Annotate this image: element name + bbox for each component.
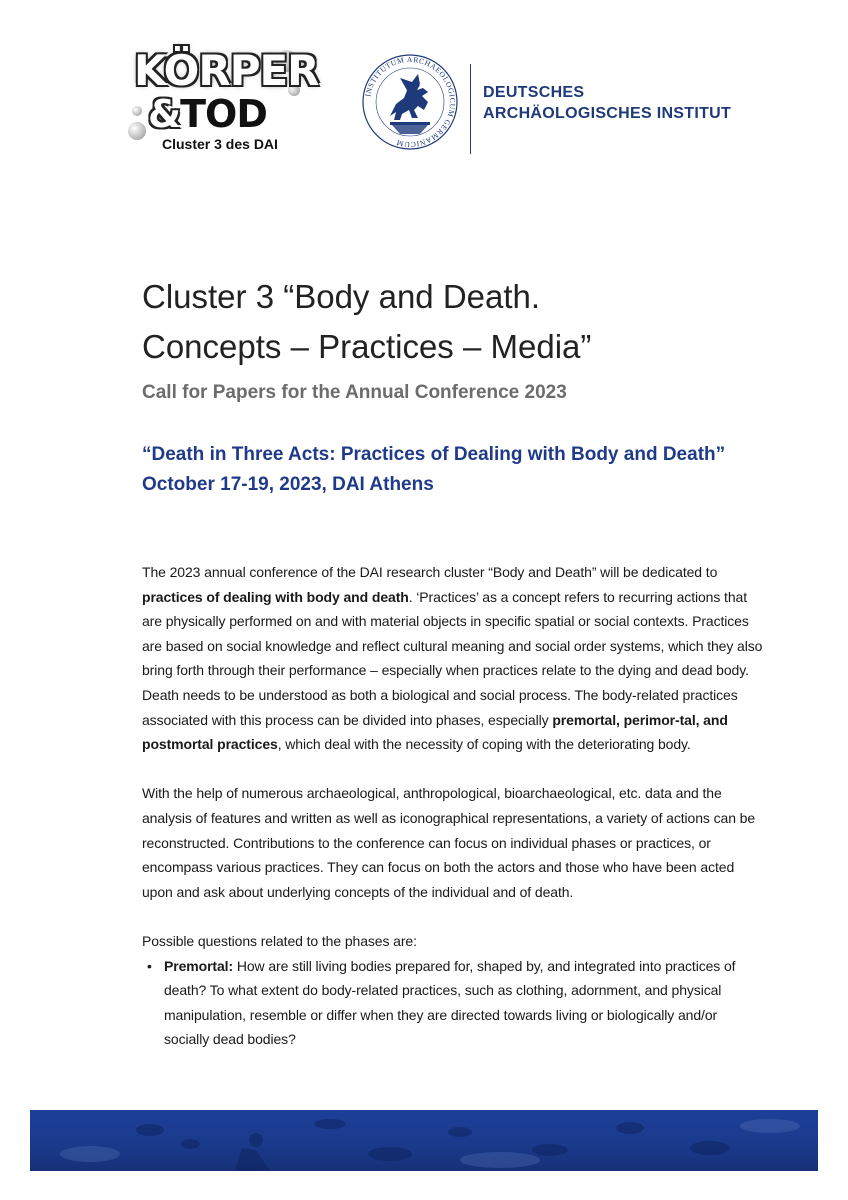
conference-date: October 17-19, 2023, DAI Athens [142, 474, 434, 495]
logo-ampersand: & [148, 92, 181, 136]
p1-text-e: , which deal with the necessity of coping with the deteriorating body. [277, 736, 691, 753]
p1-text-c: . ‘Practices’ as a concept refers to recurring actions that are physically performed on and with material objects in specific spatial or social contexts. Practices are based on social knowledge and reflect cultural meaning and social order systems, which they also bring forth through their performance – especially when practices relate to the dying and dead body. Death needs to be understood as both a biological and social process. The body-related practices associated with this process can be divided into phases, especially [142, 588, 763, 728]
dai-griffin-seal [360, 52, 460, 152]
griffin-icon [390, 74, 430, 134]
questions-intro: Possible questions related to the phases are: [142, 932, 417, 949]
logo-word-korper: KÖRPER [134, 46, 319, 95]
dai-name-line1: DEUTSCHES [483, 84, 585, 101]
paragraph-practices [142, 560, 764, 757]
logo-tod-text: TOD [180, 92, 267, 136]
p1-bold-phases: premortal, perimor-tal, and postmortal practices [142, 711, 728, 753]
logo-sphere-decoration [132, 106, 142, 116]
korper-tod-logo [128, 44, 319, 164]
footer-decorative-band [30, 1110, 818, 1171]
dai-logo-text [483, 82, 731, 124]
p1-bold-practices: practices of dealing with body and death [142, 588, 409, 605]
list-item [147, 954, 764, 1052]
pottery-pattern-icon [30, 1110, 818, 1171]
dai-logo-divider [470, 64, 471, 154]
question-text: How are still living bodies prepared for, shaped by, and integrated into practices of death? To what extent do body-related practices, such as clothing, adornment, and physical manipulation, resemble or differ when they are directed towards living or biologically and/or socially dead bodies? [164, 957, 736, 1048]
title-line1: Cluster 3 “Body and Death. [142, 278, 541, 315]
logo-sphere-decoration [128, 122, 146, 140]
logo-word-tod [148, 92, 267, 136]
paragraph-contributions: With the help of numerous archaeological, anthropological, bioarchaeological, etc. data and the analysis of features and written as well as iconographical representations, a variety of actions can be reconstructed. Contributions to the conference can focus on individual phases or practices, or encompass various practices. They can focus on both the actors and those who have been acted upon and ask about underlying concepts of the individual and of death. [142, 785, 756, 900]
conference-title: “Death in Three Acts: Practices of Dealing with Body and Death” [142, 444, 726, 465]
title-line2: Concepts – Practices – Media” [142, 328, 592, 365]
p1-text-a: The 2023 annual conference of the DAI research cluster “Body and Death” will be dedicated to [142, 564, 718, 580]
conference-heading [142, 440, 725, 500]
logo-cluster-subtitle: Cluster 3 des DAI [162, 136, 278, 152]
question-label: Premortal: [164, 957, 234, 974]
page-title [142, 272, 591, 372]
seal-circular-text: INSTITUTUM ARCHAEOLOGICUM GERMANICUM [363, 54, 458, 150]
body-text [142, 560, 764, 1052]
bullet-icon: • [147, 957, 152, 974]
dai-name-line2: ARCHÄOLOGISCHES INSTITUT [483, 105, 732, 122]
page-subtitle: Call for Papers for the Annual Conference 2023 [142, 382, 567, 403]
questions-list [142, 954, 764, 1052]
